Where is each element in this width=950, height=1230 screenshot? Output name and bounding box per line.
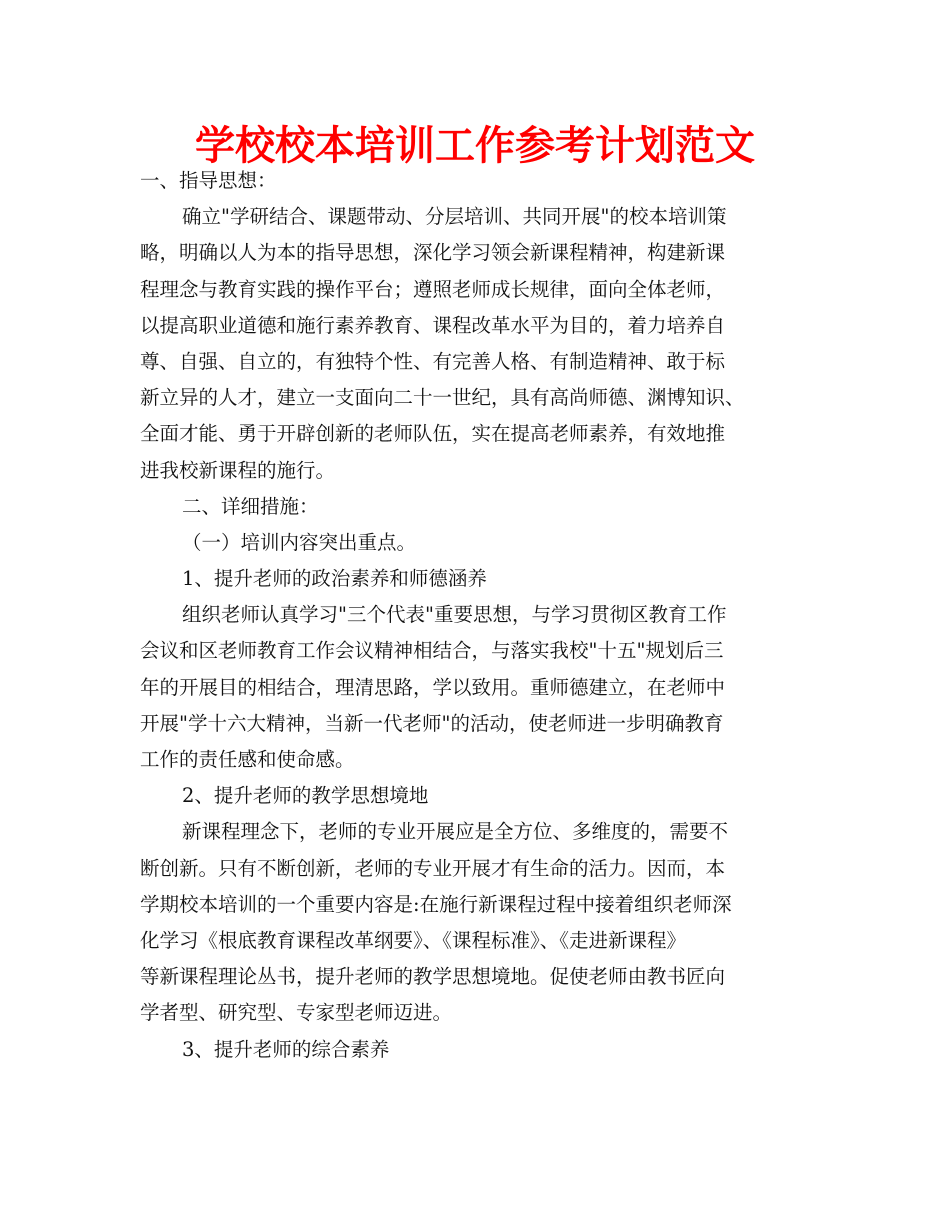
paragraph-line: 以提高职业道德和施行素养教育、课程改革水平为目的，着力培养自 xyxy=(140,313,726,337)
paragraph-line: 程理念与教育实践的操作平台；遵照老师成长规律，面向全体老师， xyxy=(140,277,726,301)
paragraph-line: 工作的责任感和使命感。 xyxy=(140,748,355,771)
paragraph-line: 年的开展目的相结合，理清思路，学以致用。重师德建立，在老师中 xyxy=(140,675,726,699)
paragraph-line: 新立异的人才，建立一支面向二十一世纪，具有高尚师德、渊博知识、 xyxy=(140,386,745,410)
section-heading-measures: 二、详细措施： xyxy=(182,494,319,518)
paragraph-line: 学期校本培训的一个重要内容是:在施行新课程过程中接着组织老师深 xyxy=(140,892,732,916)
document-body xyxy=(140,163,820,1068)
item-heading-2: 2、提升老师的教学思想境地 xyxy=(182,784,429,808)
paragraph-line: 尊、自强、自立的，有独特个性、有完善人格、有制造精神、敢于标 xyxy=(140,349,726,373)
paragraph-line: 确立"学研结合、课题带动、分层培训、共同开展"的校本培训策 xyxy=(182,205,727,229)
paragraph-line: 组织老师认真学习"三个代表"重要思想，与学习贯彻区教育工作 xyxy=(182,603,727,627)
document-title: 学校校本培训工作参考计划范文 xyxy=(195,123,755,169)
paragraph-line: 等新课程理论丛书，提升老师的教学思想境地。促使老师由教书匠向 xyxy=(140,965,726,989)
item-heading-3: 3、提升老师的综合素养 xyxy=(182,1037,390,1061)
paragraph-line: 开展"学十六大精神，当新一代老师"的活动，使老师进一步明确教育 xyxy=(140,711,724,735)
paragraph-line: 新课程理念下，老师的专业开展应是全方位、多维度的，需要不 xyxy=(182,820,729,844)
paragraph-line: 会议和区老师教育工作会议精神相结合，与落实我校"十五"规划后三 xyxy=(140,639,724,663)
paragraph-line: 学者型、研究型、专家型老师迈进。 xyxy=(140,1001,453,1025)
paragraph-line: 略，明确以人为本的指导思想，深化学习领会新课程精神，构建新课 xyxy=(140,241,726,265)
item-heading-1: 1、提升老师的政治素养和师德涵养 xyxy=(182,567,487,591)
subsection-heading: （一）培训内容突出重点。 xyxy=(182,530,417,554)
section-heading-guiding-ideology: 一、指导思想： xyxy=(140,169,277,192)
paragraph-line: 断创新。只有不断创新，老师的专业开展才有生命的活力。因而，本 xyxy=(140,856,726,880)
paragraph-line: 化学习《根底教育课程改革纲要》、《课程标准》、《走进新课程》 xyxy=(140,928,687,952)
paragraph-line: 进我校新课程的施行。 xyxy=(140,458,336,482)
paragraph-line: 全面才能、勇于开辟创新的老师队伍，实在提高老师素养，有效地推 xyxy=(140,422,726,446)
